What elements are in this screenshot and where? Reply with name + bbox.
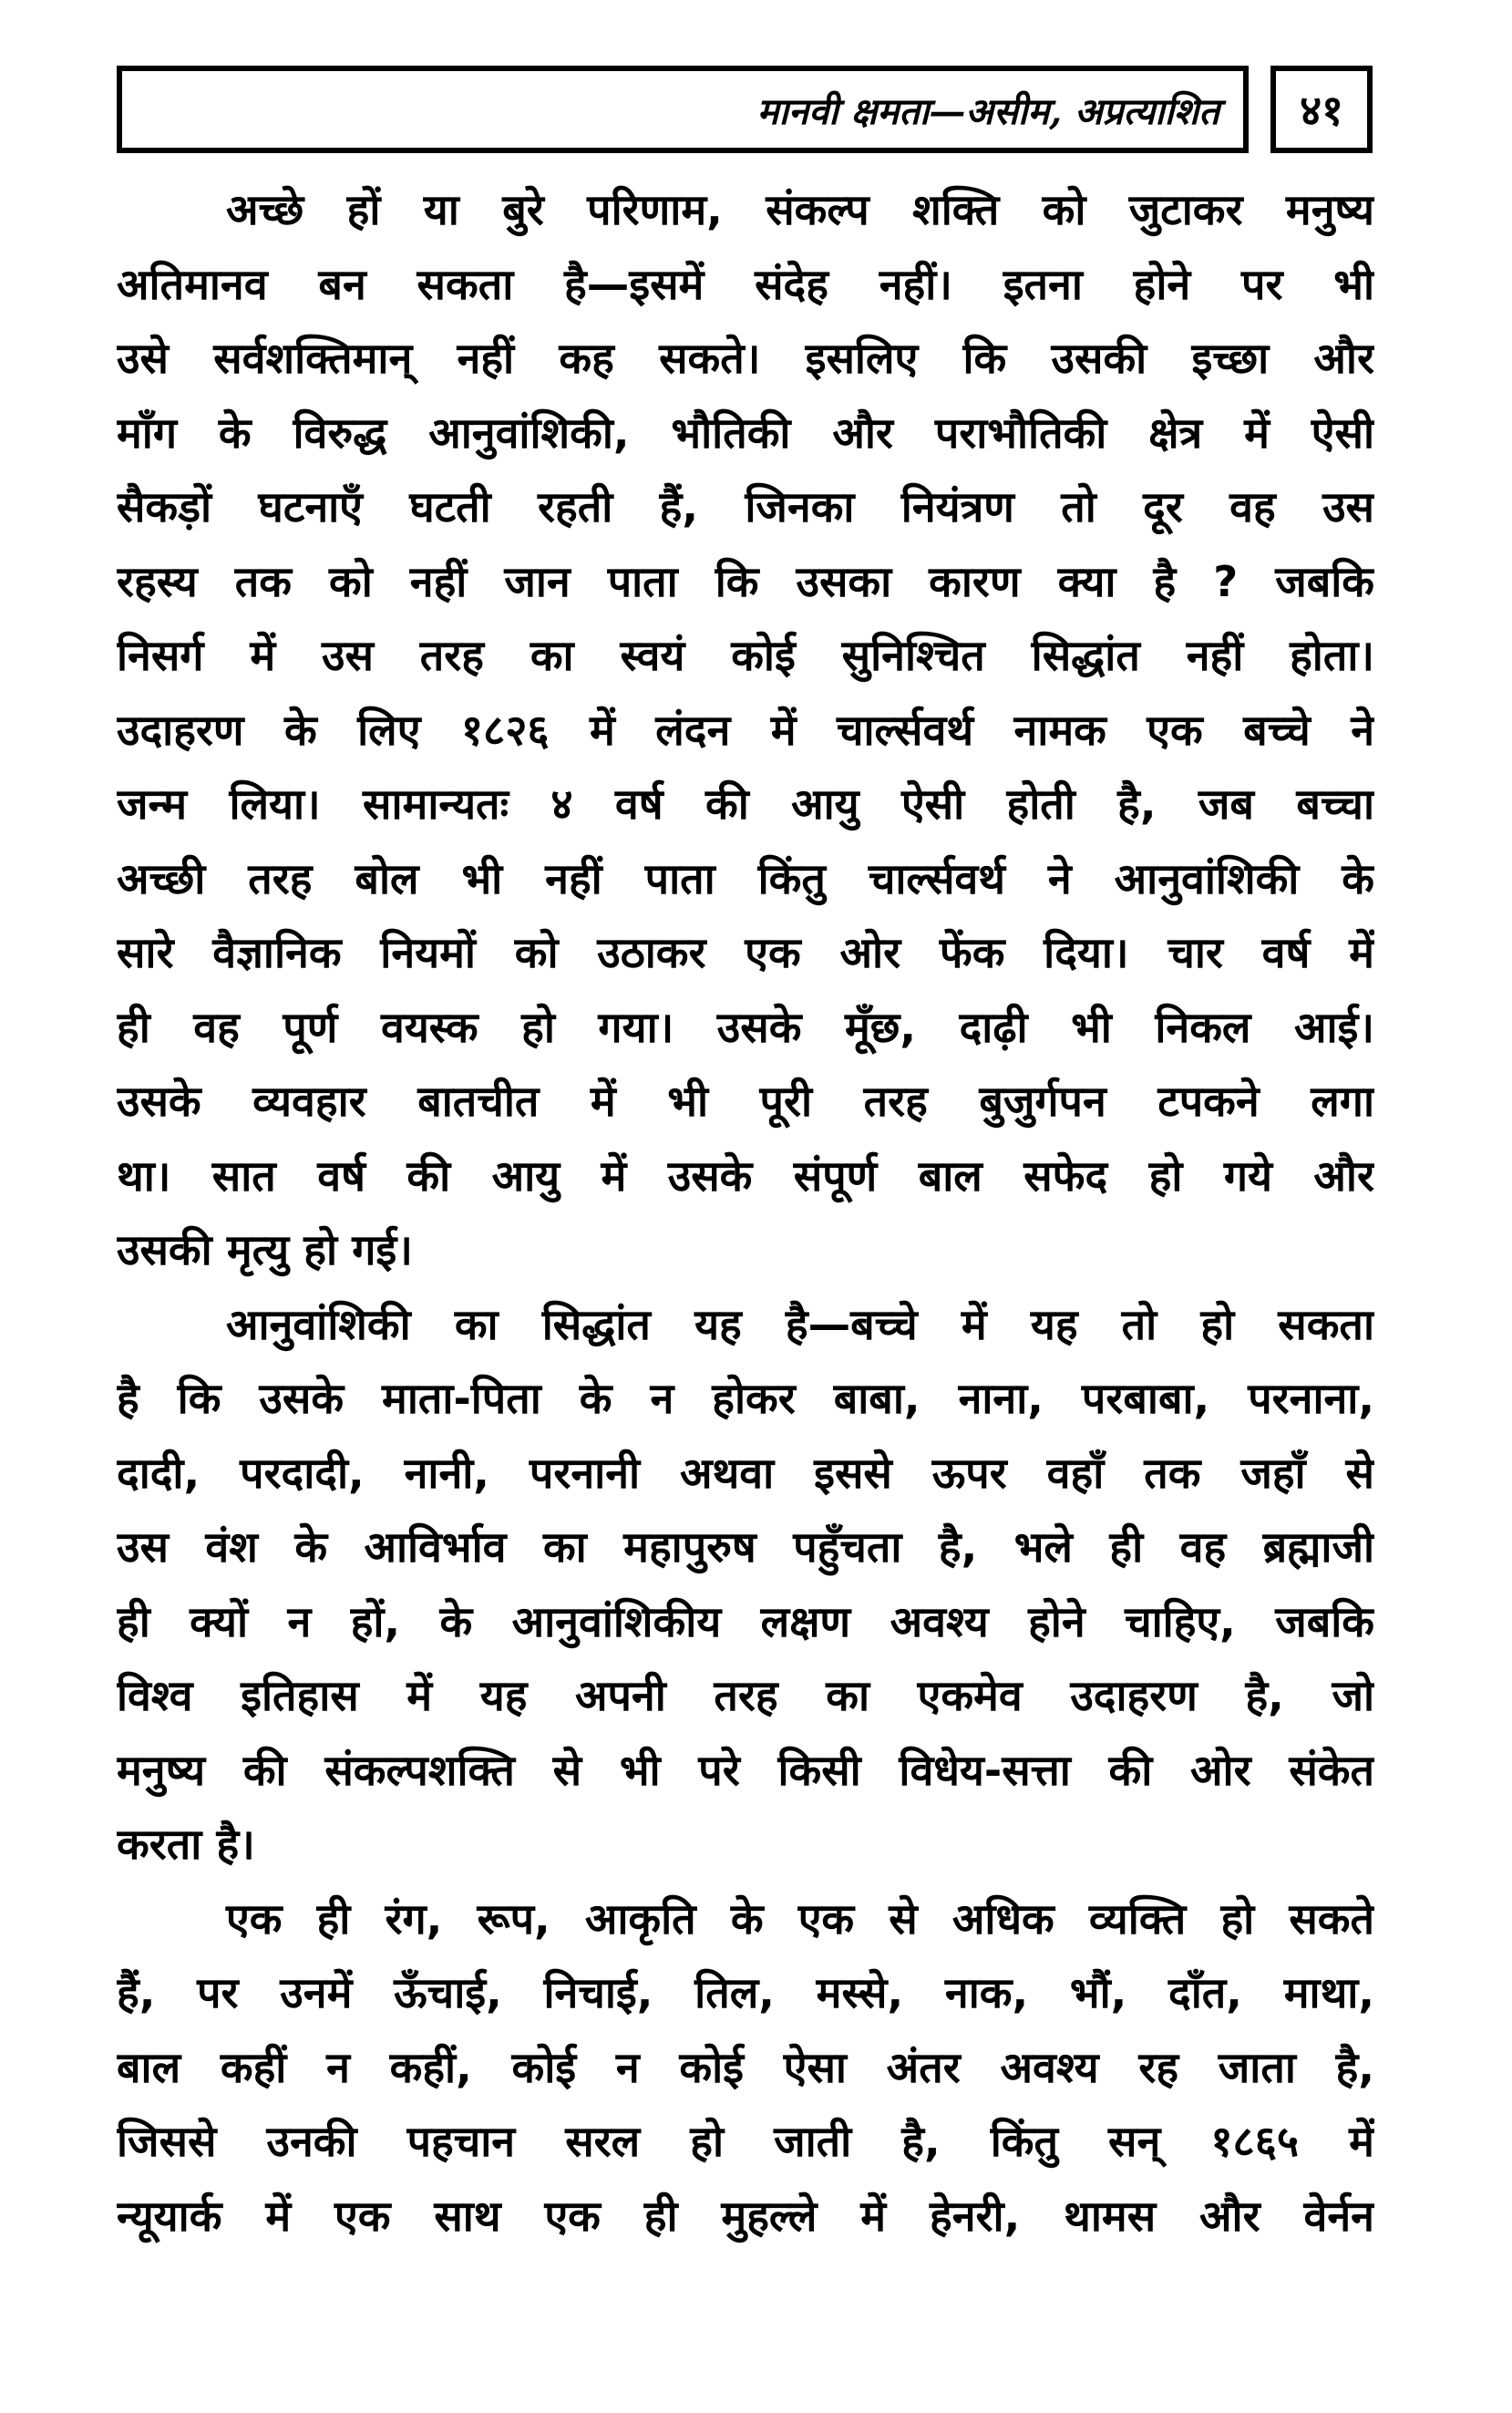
text-line: था। सात वर्ष की आयु में उसके संपूर्ण बाल सफेद हो गये और [117, 1150, 1374, 1201]
text-line: विश्व इतिहास में यह अपनी तरह का एकमेव उदाहरण है, जो [117, 1671, 1374, 1720]
text-line: ही वह पूर्ण वयस्क हो गया। उसके मूँछ, दाढ़ी भी निकल आई। [117, 1002, 1374, 1052]
text-line: अतिमानव बन सकता है—इसमें संदेह नहीं। इतना होने पर भी [117, 259, 1374, 309]
text-line: करता है। [117, 1820, 255, 1869]
text-line: सैकड़ों घटनाएँ घटती रहती हैं, जिनका नियंत्रण तो दूर वह उस [117, 482, 1374, 531]
page-number-box [1270, 66, 1373, 153]
text-line: रहस्य तक को नहीं जान पाता कि उसका कारण क्या है ? जबकि [117, 556, 1374, 606]
text-line: एक ही रंग, रूप, आकृति के एक से अधिक व्यक्ति हो सकते [226, 1893, 1374, 1944]
text-line: जन्म लिया। सामान्यतः ४ वर्ष की आयु ऐसी होती है, जब बच्चा [117, 779, 1374, 829]
text-line: हैं, पर उनमें ऊँचाई, निचाई, तिल, मस्से, नाक, भौं, दाँत, माथा, [117, 1968, 1374, 2017]
text-line: न्यूयार्क में एक साथ एक ही मुहल्ले में हेनरी, थामस और वेर्नन [117, 2191, 1374, 2241]
page-header [117, 66, 1374, 157]
text-line: आनुवांशिकी का सिद्धांत यह है—बच्चे में यह तो हो सकता [226, 1299, 1374, 1349]
text-line: माँग के विरुद्ध आनुवांशिकी, भौतिकी और पराभौतिकी क्षेत्र में ऐसी [117, 407, 1374, 458]
text-line: बाल कहीं न कहीं, कोई न कोई ऐसा अंतर अवश्य रह जाता है, [117, 2042, 1374, 2092]
text-line: ही क्यों न हों, के आनुवांशिकीय लक्षण अवश्य होने चाहिए, जबकि [117, 1596, 1374, 1646]
text-line: मनुष्य की संकल्पशक्ति से भी परे किसी विधेय-सत्ता की ओर संकेत [117, 1745, 1374, 1795]
text-line: उसकी मृत्यु हो गई। [117, 1225, 413, 1274]
text-line: उस वंश के आविर्भाव का महापुरुष पहुँचता है, भले ही वह ब्रह्माजी [117, 1522, 1374, 1572]
text-line: दादी, परदादी, नानी, परनानी अथवा इससे ऊपर वहाँ तक जहाँ से [117, 1448, 1374, 1498]
text-line: अच्छी तरह बोल भी नहीं पाता किंतु चार्ल्सवर्थ ने आनुवांशिकी के [117, 853, 1374, 903]
text-line: जिससे उनकी पहचान सरल हो जाती है, किंतु सन् १८६५ में [117, 2117, 1374, 2166]
text-line: सारे वैज्ञानिक नियमों को उठाकर एक ओर फेंक दिया। चार वर्ष में [117, 928, 1374, 977]
text-line: उसे सर्वशक्तिमान् नहीं कह सकते। इसलिए कि उसकी इच्छा और [117, 334, 1374, 383]
text-line: है कि उसके माता-पिता के न होकर बाबा, नाना, परबाबा, परनाना, [117, 1374, 1374, 1423]
text-line: उदाहरण के लिए १८२६ में लंदन में चार्ल्सवर्थ नामक एक बच्चे ने [117, 705, 1374, 755]
body-text [117, 173, 1374, 2253]
text-line: निसर्ग में उस तरह का स्वयं कोई सुनिश्चित सिद्धांत नहीं होता। [117, 631, 1374, 680]
running-title: मानवी क्षमता—असीम, अप्रत्याशित [756, 89, 1219, 133]
text-line: उसके व्यवहार बातचीत में भी पूरी तरह बुजुर्गपन टपकने लगा [117, 1077, 1374, 1126]
running-title-box [117, 66, 1249, 153]
page-number: ४१ [1300, 86, 1343, 135]
text-line: अच्छे हों या बुरे परिणाम, संकल्प शक्ति को जुटाकर मनुष्य [226, 185, 1374, 234]
